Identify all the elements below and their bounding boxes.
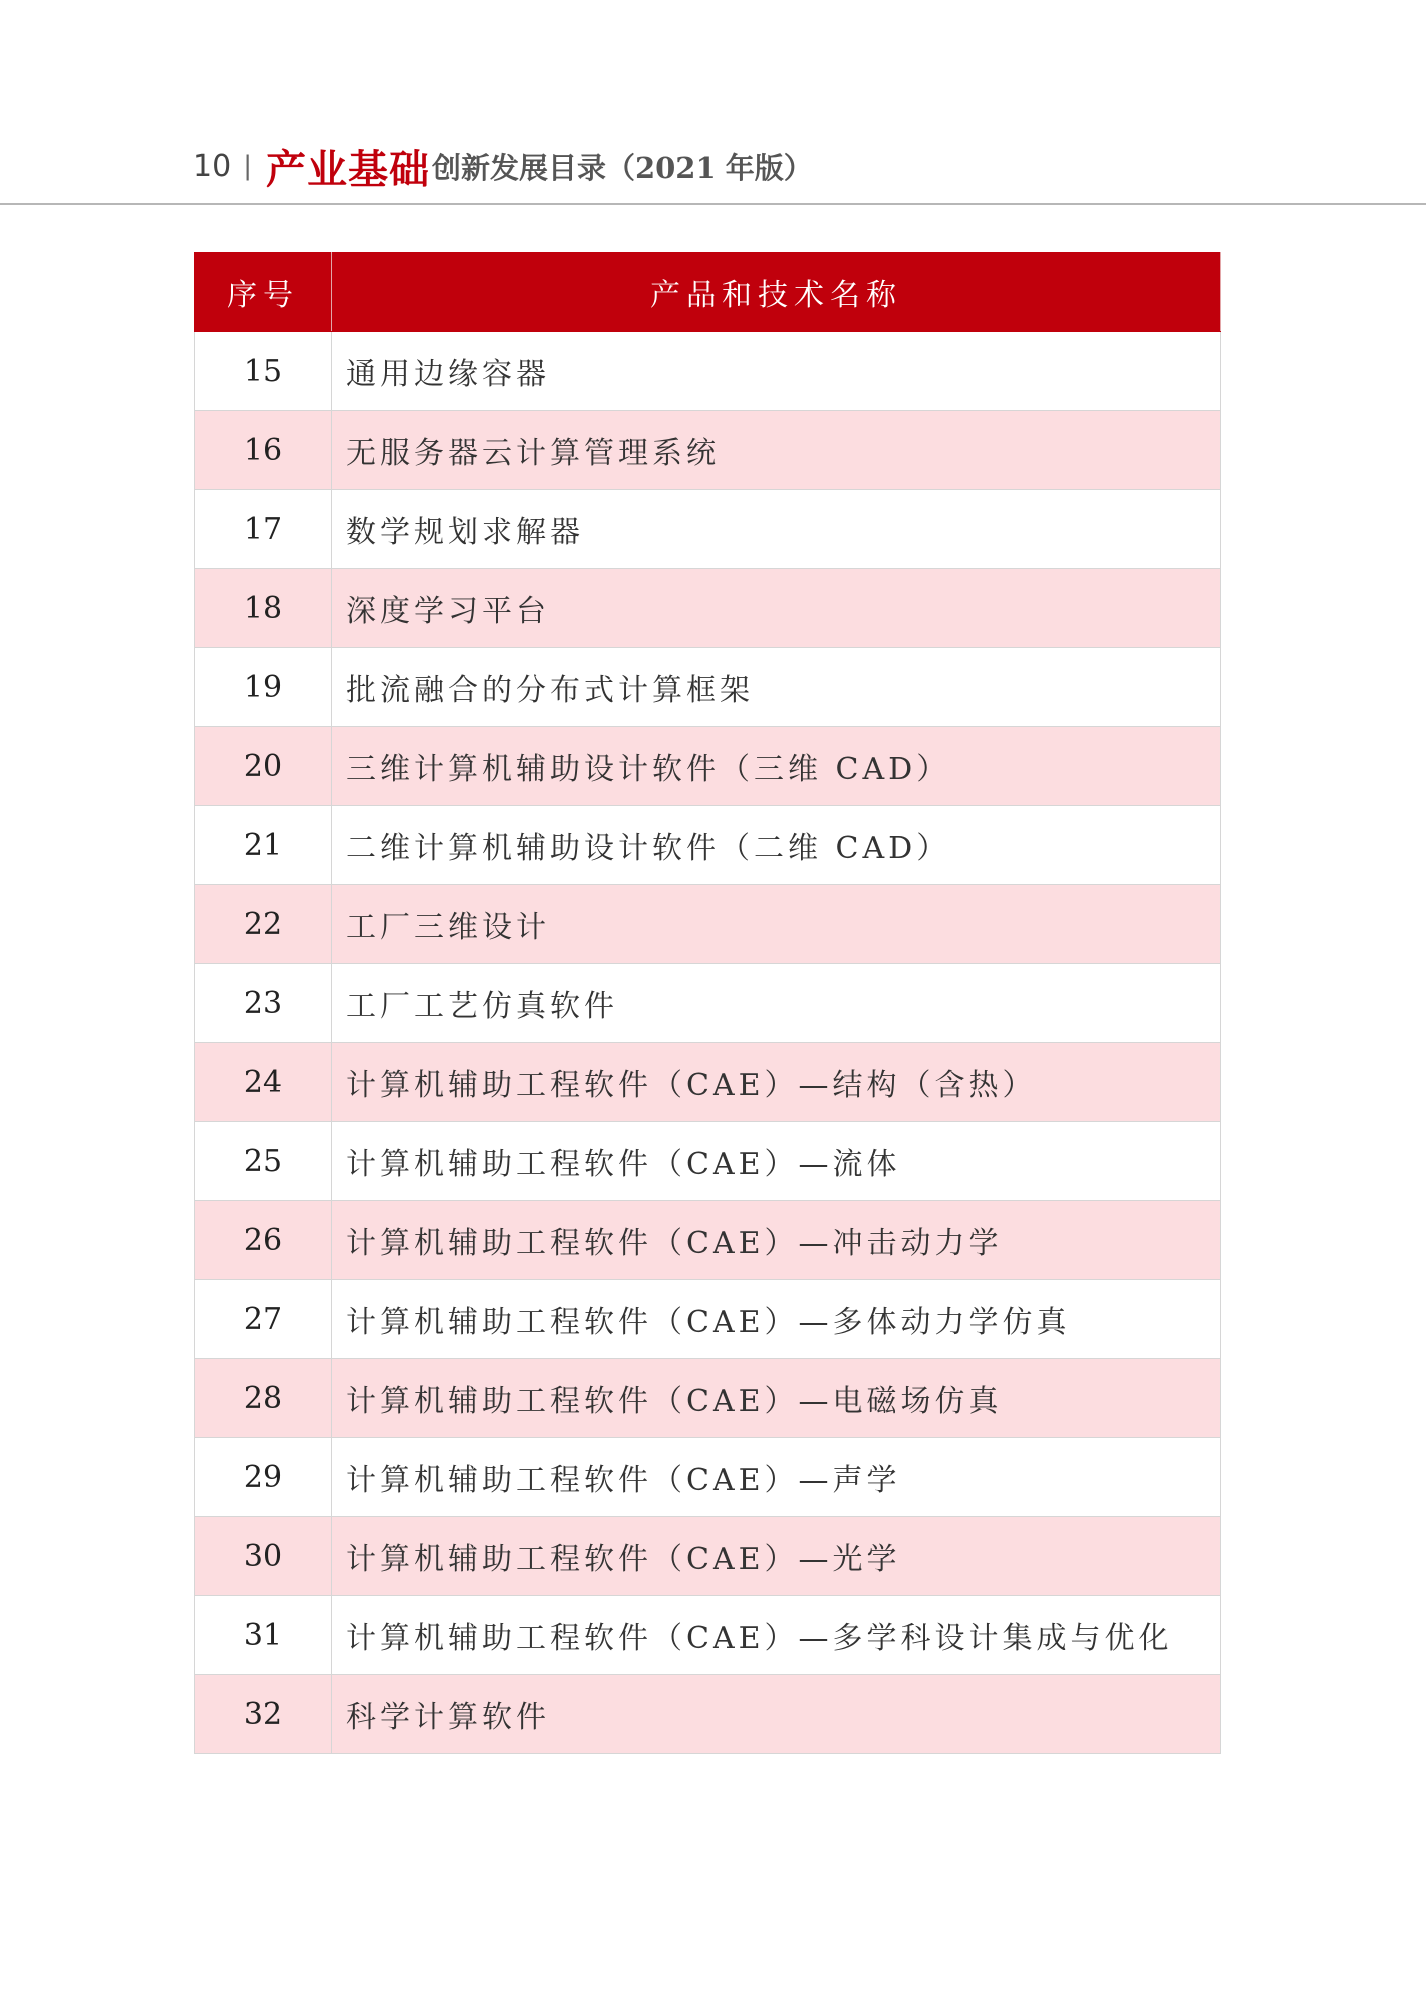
table-row <box>195 411 1221 490</box>
row-name: 计算机辅助工程软件（CAE）—冲击动力学 <box>332 1201 1221 1280</box>
table-row <box>195 727 1221 806</box>
row-name: 三维计算机辅助设计软件（三维 CAD） <box>332 727 1221 806</box>
row-index: 30 <box>195 1517 332 1596</box>
table-row <box>195 1438 1221 1517</box>
row-index: 22 <box>195 885 332 964</box>
row-name: 通用边缘容器 <box>332 332 1221 411</box>
page-number: 10 <box>193 148 232 184</box>
table-row <box>195 1043 1221 1122</box>
catalog-table <box>194 252 1221 1754</box>
row-index: 17 <box>195 490 332 569</box>
table-row <box>195 1280 1221 1359</box>
table-row <box>195 964 1221 1043</box>
row-index: 28 <box>195 1359 332 1438</box>
row-index: 23 <box>195 964 332 1043</box>
row-index: 27 <box>195 1280 332 1359</box>
row-index: 15 <box>195 332 332 411</box>
table-row <box>195 1675 1221 1754</box>
page-header <box>193 138 813 194</box>
table-row <box>195 885 1221 964</box>
row-index: 20 <box>195 727 332 806</box>
table-row <box>195 648 1221 727</box>
column-header-name: 产品和技术名称 <box>332 253 1221 332</box>
row-name: 深度学习平台 <box>332 569 1221 648</box>
header-title-rest: 创新发展目录（2021 年版） <box>431 150 813 185</box>
row-name: 科学计算软件 <box>332 1675 1221 1754</box>
row-name: 计算机辅助工程软件（CAE）—流体 <box>332 1122 1221 1201</box>
table-row <box>195 1201 1221 1280</box>
row-name: 批流融合的分布式计算框架 <box>332 648 1221 727</box>
table-row <box>195 490 1221 569</box>
table-row <box>195 1359 1221 1438</box>
table-header-row <box>195 253 1221 332</box>
row-name: 工厂三维设计 <box>332 885 1221 964</box>
row-name: 计算机辅助工程软件（CAE）—多学科设计集成与优化 <box>332 1596 1221 1675</box>
row-index: 29 <box>195 1438 332 1517</box>
table-row <box>195 569 1221 648</box>
table-row <box>195 1122 1221 1201</box>
row-name: 工厂工艺仿真软件 <box>332 964 1221 1043</box>
table-row <box>195 806 1221 885</box>
row-name: 数学规划求解器 <box>332 490 1221 569</box>
row-name: 二维计算机辅助设计软件（二维 CAD） <box>332 806 1221 885</box>
row-index: 18 <box>195 569 332 648</box>
table-row <box>195 1517 1221 1596</box>
row-index: 25 <box>195 1122 332 1201</box>
row-name: 无服务器云计算管理系统 <box>332 411 1221 490</box>
row-index: 24 <box>195 1043 332 1122</box>
row-index: 21 <box>195 806 332 885</box>
row-name: 计算机辅助工程软件（CAE）—电磁场仿真 <box>332 1359 1221 1438</box>
table-row <box>195 332 1221 411</box>
table-row <box>195 1596 1221 1675</box>
row-name: 计算机辅助工程软件（CAE）—多体动力学仿真 <box>332 1280 1221 1359</box>
row-index: 31 <box>195 1596 332 1675</box>
row-name: 计算机辅助工程软件（CAE）—声学 <box>332 1438 1221 1517</box>
column-header-index: 序号 <box>195 253 332 332</box>
header-separator: | <box>243 151 252 181</box>
row-index: 16 <box>195 411 332 490</box>
row-index: 19 <box>195 648 332 727</box>
row-name: 计算机辅助工程软件（CAE）—光学 <box>332 1517 1221 1596</box>
header-divider <box>0 203 1426 205</box>
header-title-emphasis: 产业基础 <box>265 145 430 193</box>
row-index: 26 <box>195 1201 332 1280</box>
row-name: 计算机辅助工程软件（CAE）—结构（含热） <box>332 1043 1221 1122</box>
row-index: 32 <box>195 1675 332 1754</box>
